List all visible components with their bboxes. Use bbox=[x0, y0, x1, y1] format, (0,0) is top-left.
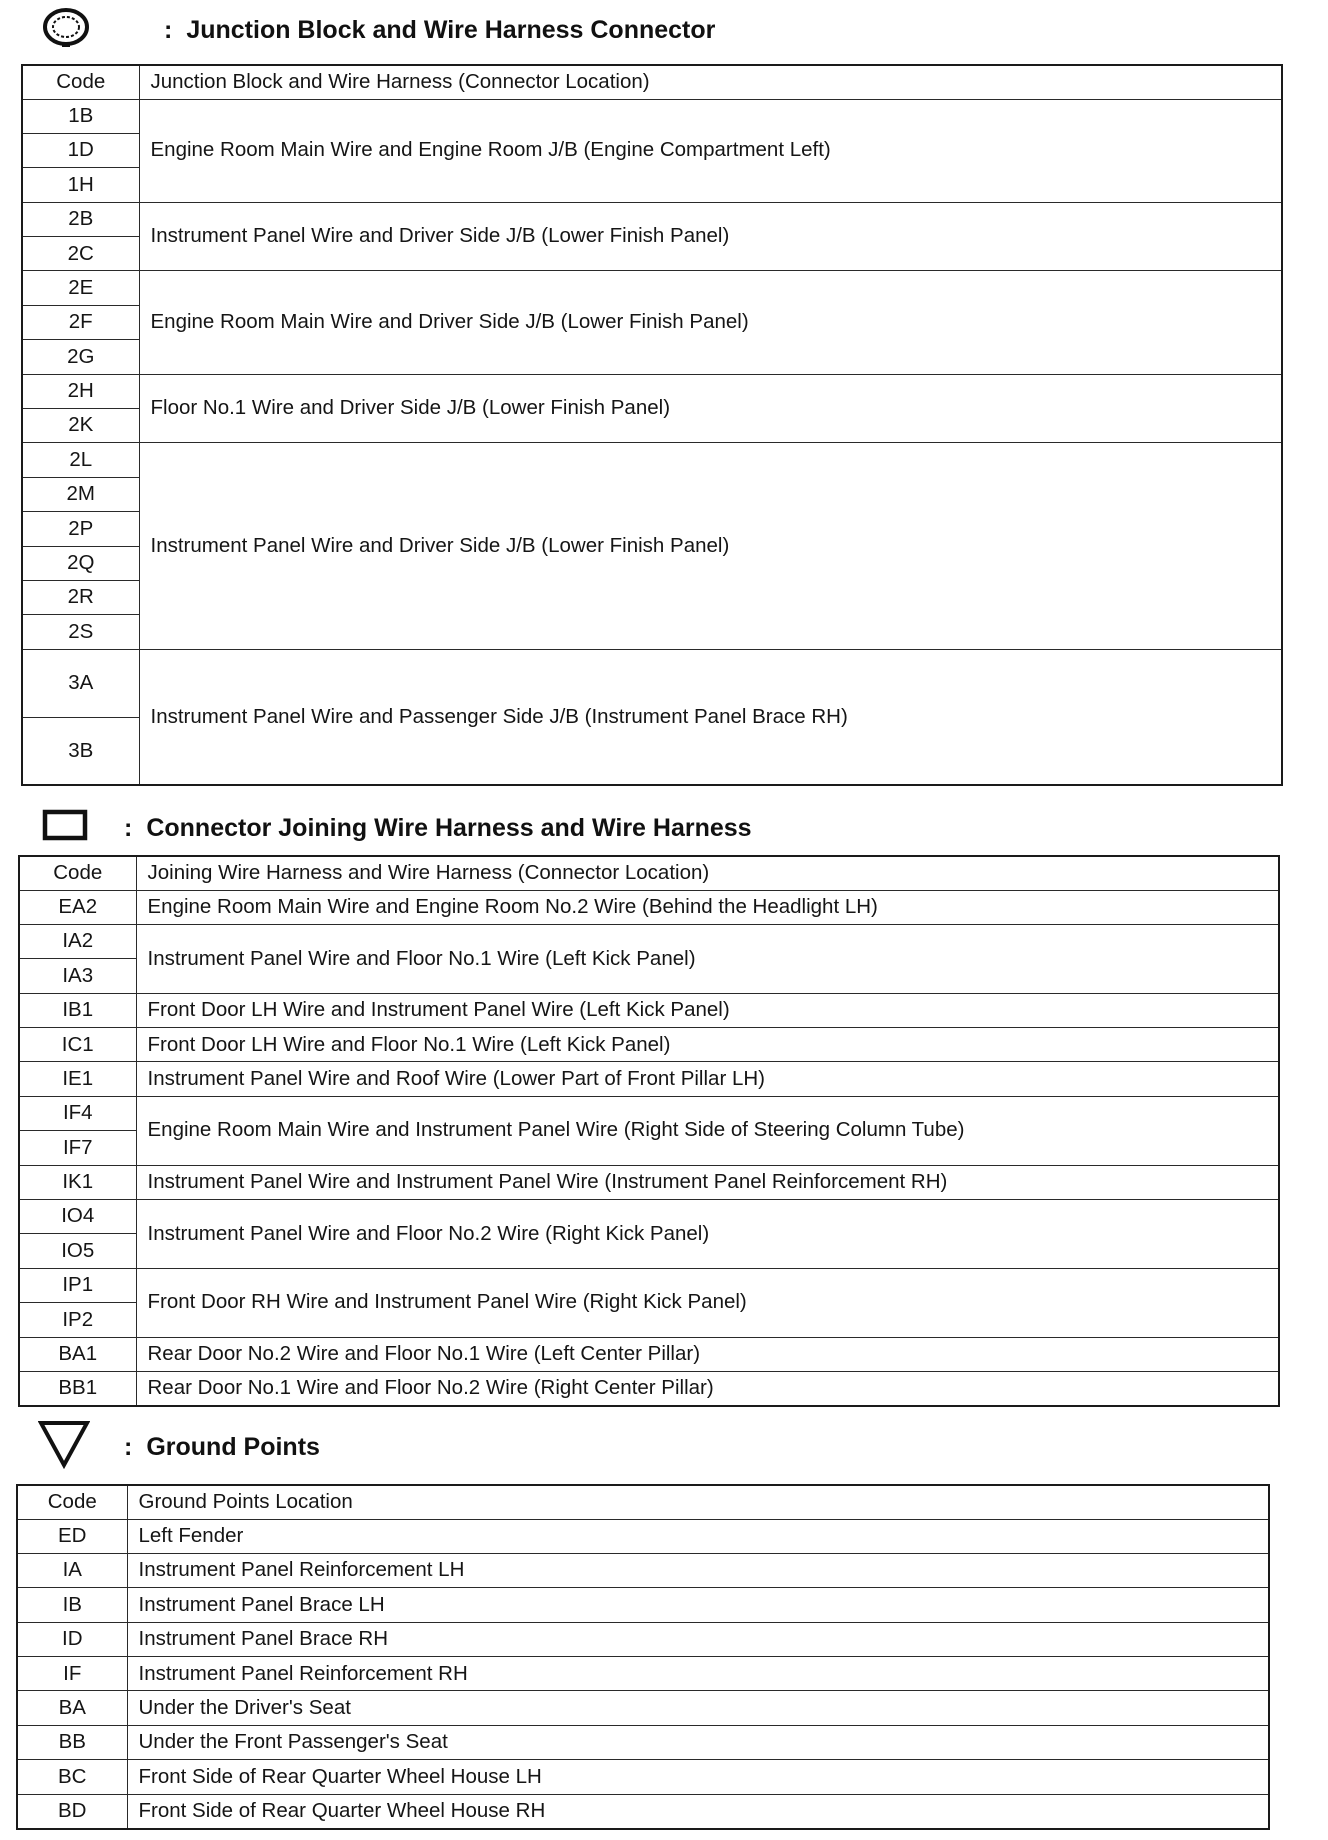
row-code: 2E bbox=[22, 271, 139, 305]
row-code: IF7 bbox=[19, 1131, 136, 1165]
row-code: BA1 bbox=[19, 1337, 136, 1371]
row-code: 2M bbox=[22, 477, 139, 511]
row-code: BB1 bbox=[19, 1371, 136, 1405]
row-location: Instrument Panel Brace LH bbox=[127, 1588, 1269, 1622]
row-code: IF4 bbox=[19, 1096, 136, 1130]
row-location: Front Side of Rear Quarter Wheel House LH bbox=[127, 1760, 1269, 1794]
connector-heading-colon: : bbox=[124, 813, 133, 842]
table-row bbox=[22, 202, 1282, 236]
row-code: IC1 bbox=[19, 1028, 136, 1062]
table-row bbox=[17, 1588, 1269, 1622]
table-row bbox=[17, 1794, 1269, 1828]
table-header-row bbox=[22, 65, 1282, 99]
row-location: Under the Driver's Seat bbox=[127, 1691, 1269, 1725]
row-code: IA3 bbox=[19, 959, 136, 993]
table-row bbox=[22, 271, 1282, 305]
row-code: 2P bbox=[22, 512, 139, 546]
row-code: 2G bbox=[22, 340, 139, 374]
ground-heading-title: Ground Points bbox=[146, 1432, 320, 1461]
table-row bbox=[17, 1622, 1269, 1656]
row-location: Instrument Panel Wire and Passenger Side J/B (Instrument Panel Brace RH) bbox=[139, 649, 1282, 785]
row-location: Front Door RH Wire and Instrument Panel Wire (Right Kick Panel) bbox=[136, 1268, 1279, 1337]
row-code: 2C bbox=[22, 237, 139, 271]
ground-table bbox=[16, 1484, 1270, 1830]
table-row bbox=[19, 924, 1279, 958]
table-row bbox=[19, 890, 1279, 924]
row-code: 2R bbox=[22, 580, 139, 614]
row-location: Instrument Panel Wire and Floor No.1 Wire (Left Kick Panel) bbox=[136, 924, 1279, 993]
table-row bbox=[19, 1268, 1279, 1302]
row-location: Engine Room Main Wire and Engine Room No.2 Wire (Behind the Headlight LH) bbox=[136, 890, 1279, 924]
table-row bbox=[22, 443, 1282, 477]
connector-heading-title: Connector Joining Wire Harness and Wire Harness bbox=[146, 813, 752, 842]
row-code: 3A bbox=[22, 649, 139, 717]
row-code: 1H bbox=[22, 168, 139, 202]
row-location: Engine Room Main Wire and Instrument Panel Wire (Right Side of Steering Column Tube) bbox=[136, 1096, 1279, 1165]
junction-heading-title: Junction Block and Wire Harness Connector bbox=[186, 15, 716, 44]
ground-heading bbox=[38, 1422, 320, 1472]
row-code: 3B bbox=[22, 717, 139, 785]
table-row bbox=[19, 993, 1279, 1027]
ground-heading-colon: : bbox=[124, 1432, 133, 1461]
row-location: Instrument Panel Wire and Driver Side J/B (Lower Finish Panel) bbox=[139, 443, 1282, 649]
row-code: 1D bbox=[22, 133, 139, 167]
table-row bbox=[19, 1371, 1279, 1405]
row-location: Instrument Panel Wire and Driver Side J/B (Lower Finish Panel) bbox=[139, 202, 1282, 271]
row-code: 2K bbox=[22, 409, 139, 443]
row-code: IB1 bbox=[19, 993, 136, 1027]
row-code: BB bbox=[17, 1725, 127, 1759]
table-row bbox=[17, 1760, 1269, 1794]
row-location: Under the Front Passenger's Seat bbox=[127, 1725, 1269, 1759]
row-location: Front Door LH Wire and Instrument Panel Wire (Left Kick Panel) bbox=[136, 993, 1279, 1027]
row-location: Engine Room Main Wire and Driver Side J/B (Lower Finish Panel) bbox=[139, 271, 1282, 374]
row-location: Instrument Panel Wire and Floor No.2 Wire (Right Kick Panel) bbox=[136, 1200, 1279, 1269]
row-location: Engine Room Main Wire and Engine Room J/B (Engine Compartment Left) bbox=[139, 99, 1282, 202]
row-location: Instrument Panel Reinforcement RH bbox=[127, 1657, 1269, 1691]
header-location: Joining Wire Harness and Wire Harness (Connector Location) bbox=[136, 856, 1279, 890]
row-code: 1B bbox=[22, 99, 139, 133]
row-code: IP2 bbox=[19, 1303, 136, 1337]
junction-heading bbox=[42, 8, 715, 52]
row-code: IE1 bbox=[19, 1062, 136, 1096]
row-code: 2F bbox=[22, 305, 139, 339]
ground-triangle-icon bbox=[38, 1419, 94, 1476]
row-code: IA2 bbox=[19, 924, 136, 958]
row-code: 2Q bbox=[22, 546, 139, 580]
row-code: BD bbox=[17, 1794, 127, 1828]
row-location: Instrument Panel Wire and Instrument Panel Wire (Instrument Panel Reinforcement RH) bbox=[136, 1165, 1279, 1199]
table-row bbox=[17, 1691, 1269, 1725]
table-row bbox=[19, 1337, 1279, 1371]
row-code: IK1 bbox=[19, 1165, 136, 1199]
header-code: Code bbox=[17, 1485, 127, 1519]
row-code: ED bbox=[17, 1519, 127, 1553]
row-code: BC bbox=[17, 1760, 127, 1794]
connector-heading bbox=[42, 806, 752, 850]
row-code: IP1 bbox=[19, 1268, 136, 1302]
row-code: EA2 bbox=[19, 890, 136, 924]
row-location: Floor No.1 Wire and Driver Side J/B (Lower Finish Panel) bbox=[139, 374, 1282, 443]
table-row bbox=[19, 1096, 1279, 1130]
junction-table bbox=[21, 64, 1283, 786]
row-code: IO4 bbox=[19, 1200, 136, 1234]
table-row bbox=[22, 649, 1282, 717]
row-code: ID bbox=[17, 1622, 127, 1656]
row-code: 2B bbox=[22, 202, 139, 236]
row-code: 2L bbox=[22, 443, 139, 477]
header-location: Ground Points Location bbox=[127, 1485, 1269, 1519]
table-row bbox=[22, 374, 1282, 408]
table-row bbox=[19, 1200, 1279, 1234]
row-code: BA bbox=[17, 1691, 127, 1725]
row-code: 2S bbox=[22, 615, 139, 649]
row-code: IO5 bbox=[19, 1234, 136, 1268]
header-code: Code bbox=[19, 856, 136, 890]
table-row bbox=[22, 99, 1282, 133]
table-header-row bbox=[19, 856, 1279, 890]
row-location: Rear Door No.1 Wire and Floor No.2 Wire (Right Center Pillar) bbox=[136, 1371, 1279, 1405]
row-location: Rear Door No.2 Wire and Floor No.1 Wire (Left Center Pillar) bbox=[136, 1337, 1279, 1371]
row-location: Instrument Panel Wire and Roof Wire (Lower Part of Front Pillar LH) bbox=[136, 1062, 1279, 1096]
table-row bbox=[19, 1028, 1279, 1062]
junction-block-icon bbox=[42, 5, 102, 56]
connector-square-icon bbox=[42, 808, 90, 849]
row-location: Front Door LH Wire and Floor No.1 Wire (Left Kick Panel) bbox=[136, 1028, 1279, 1062]
junction-heading-colon: : bbox=[164, 15, 173, 44]
row-code: IA bbox=[17, 1553, 127, 1587]
row-code: IB bbox=[17, 1588, 127, 1622]
header-location: Junction Block and Wire Harness (Connector Location) bbox=[139, 65, 1282, 99]
row-location: Instrument Panel Brace RH bbox=[127, 1622, 1269, 1656]
row-location: Front Side of Rear Quarter Wheel House RH bbox=[127, 1794, 1269, 1828]
row-code: 2H bbox=[22, 374, 139, 408]
connector-table bbox=[18, 855, 1280, 1407]
table-row bbox=[17, 1725, 1269, 1759]
header-code: Code bbox=[22, 65, 139, 99]
table-row bbox=[17, 1657, 1269, 1691]
table-row bbox=[17, 1519, 1269, 1553]
row-location: Left Fender bbox=[127, 1519, 1269, 1553]
table-row bbox=[19, 1062, 1279, 1096]
table-row bbox=[17, 1553, 1269, 1587]
table-row bbox=[19, 1165, 1279, 1199]
table-header-row bbox=[17, 1485, 1269, 1519]
row-location: Instrument Panel Reinforcement LH bbox=[127, 1553, 1269, 1587]
row-code: IF bbox=[17, 1657, 127, 1691]
